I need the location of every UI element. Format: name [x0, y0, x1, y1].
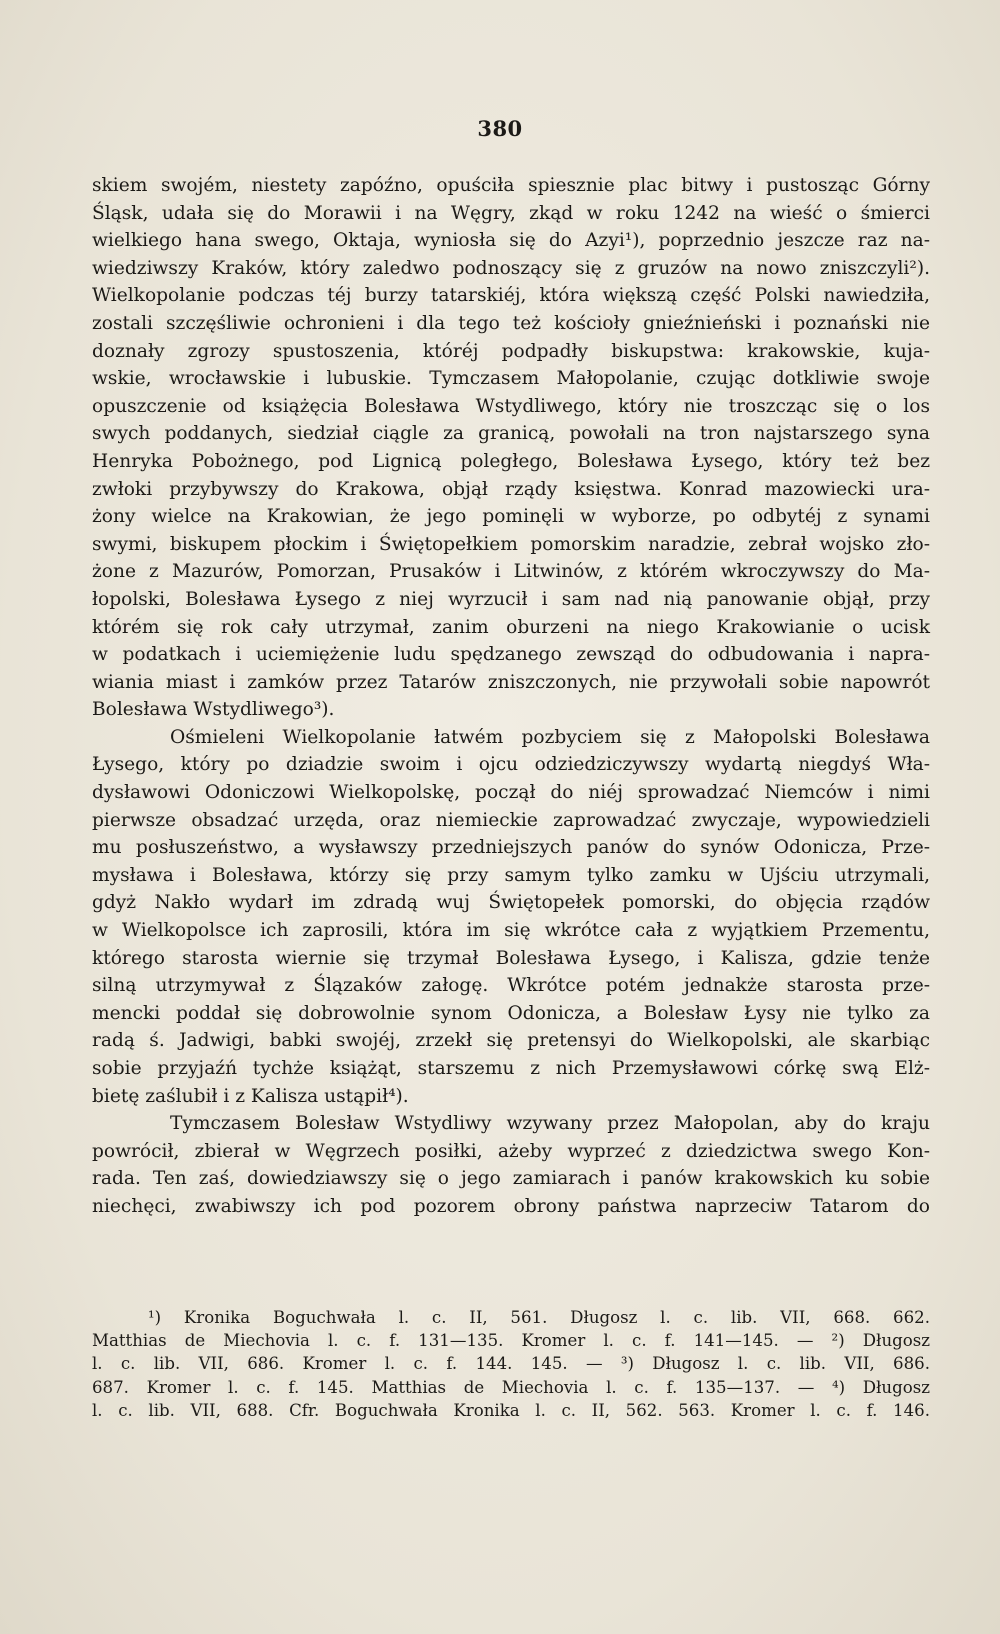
text-line: pierwsze obsadzać urzęda, oraz niemieckie zaprowadzać zwyczaje, wypowiedzieli: [92, 809, 930, 831]
text-line: doznały zgrozy spustoszenia, któréj podpadły biskupstwa: krakowskie, kuja-: [92, 340, 930, 362]
text-line: swymi, biskupem płockim i Świętopełkiem pomorskim naradzie, zebrał wojsko zło-: [92, 533, 930, 555]
text-line: żone z Mazurów, Pomorzan, Prusaków i Litwinów, z którém wkroczywszy do Ma-: [92, 561, 930, 583]
text-line: mu posłuszeństwo, a wysławszy przedniejszych panów do synów Odonicza, Prze-: [92, 837, 930, 859]
text-line: w podatkach i uciemiężenie ludu spędzanego zewsząd do odbudowania i napra-: [92, 644, 930, 666]
text-line: którém się rok cały utrzymał, zanim oburzeni na niego Krakowianie o ucisk: [92, 616, 930, 638]
text-line: Wielkopolanie podczas téj burzy tatarskiéj, która większą część Polski nawiedziła,: [92, 285, 930, 307]
text-line: mysława i Bolesława, którzy się przy samym tylko zamku w Ujściu utrzymali,: [92, 864, 930, 886]
text-line: Łysego, który po dziadzie swoim i ojcu odziedziczywszy wydartą niegdyś Wła-: [92, 754, 930, 776]
text-line: dysławowi Odoniczowi Wielkopolskę, począł do niéj sprowadzać Niemców i nimi: [92, 782, 930, 804]
text-line: zwłoki przybywszy do Krakowa, objął rządy księstwa. Konrad mazowiecki ura-: [92, 478, 930, 500]
footnote-line: l. c. lib. VII, 688. Cfr. Boguchwała Kronika l. c. II, 562. 563. Kromer l. c. f. 146.: [92, 1400, 930, 1420]
text-line: skiem swojém, niestety zapóźno, opuściła spiesznie plac bitwy i pustosząc Górny: [92, 175, 930, 196]
text-line: zostali szczęśliwie ochronieni i dla tego też kościoły gnieźnieński i poznański nie: [92, 312, 930, 334]
text-line: wskie, wrocławskie i lubuskie. Tymczasem Małopolanie, czując dotkliwie swoje: [92, 368, 930, 390]
text-line: łopolski, Bolesława Łysego z niej wyrzucił i sam nad nią panowanie objął, przy: [92, 588, 930, 610]
text-line: niechęci, zwabiwszy ich pod pozorem obrony państwa naprzeciw Tatarom do: [92, 1195, 930, 1217]
text-line: silną utrzymywał z Ślązaków załogę. Wkrótce potém jednakże starosta prze-: [92, 975, 930, 997]
paragraph-start-line: Tymczasem Bolesław Wstydliwy wzywany przez Małopolan, aby do kraju: [170, 1113, 930, 1135]
text-line: wiania miast i zamków przez Tatarów zniszczonych, nie przywołali sobie napowrót: [92, 671, 930, 693]
footnote-line: l. c. lib. VII, 686. Kromer l. c. f. 144. 145. — ³) Długosz l. c. lib. VII, 686.: [92, 1354, 930, 1374]
text-line: mencki poddał się dobrowolnie synom Odonicza, a Bolesław Łysy nie tylko za: [92, 1002, 930, 1024]
text-line: gdyż Nakło wydarł im zdradą wuj Świętopełek pomorski, do objęcia rządów: [92, 892, 930, 914]
text-line: swych poddanych, siedział ciągle za granicą, powołali na tron najstarszego syna: [92, 423, 930, 445]
footnotes: [92, 1306, 930, 1422]
text-line: wielkiego hana swego, Oktaja, wyniosła się do Azyi¹), poprzednio jeszcze raz na-: [92, 230, 930, 252]
footnote-line: 687. Kromer l. c. f. 145. Matthias de Miechovia l. c. f. 135—137. — ⁴) Długosz: [92, 1377, 930, 1397]
paragraph-end-line: bietę zaślubił i z Kalisza ustąpił⁴).: [92, 1085, 409, 1107]
page-number: 380: [477, 116, 523, 141]
text-line: opuszczenie od książęcia Bolesława Wstydliwego, który nie troszcząc się o los: [92, 395, 930, 417]
footnote-line: Matthias de Miechovia l. c. f. 131—135. Kromer l. c. f. 141—145. — ²) Długosz: [92, 1331, 930, 1351]
text-line: rada. Ten zaś, dowiedziawszy się o jego zamiarach i panów krakowskich ku sobie: [92, 1168, 930, 1190]
text-line: w Wielkopolsce ich zaprosili, która im się wkrótce cała z wyjątkiem Przementu,: [92, 920, 930, 942]
text-line: którego starosta wiernie się trzymał Bolesława Łysego, i Kalisza, gdzie tenże: [92, 947, 930, 969]
text-line: Śląsk, udała się do Morawii i na Węgry, zkąd w roku 1242 na wieść o śmierci: [92, 202, 930, 224]
text-line: sobie przyjaźń tychże książąt, starszemu z nich Przemysławowi córkę swą Elż-: [92, 1058, 930, 1079]
footnote-line: ¹) Kronika Boguchwała l. c. II, 561. Długosz l. c. lib. VII, 668. 662.: [148, 1308, 930, 1327]
body-text: [92, 172, 930, 1221]
text-line: wiedziwszy Kraków, który zaledwo podnoszący się z gruzów na nowo zniszczyli²).: [92, 257, 930, 279]
text-line: żony wielce na Krakowian, że jego pominęli w wyborze, po odbytéj z synami: [92, 506, 930, 528]
text-line: radą ś. Jadwigi, babki swojéj, zrzekł się pretensyi do Wielkopolski, ale skarbiąc: [92, 1030, 930, 1052]
paragraph-start-line: Ośmieleni Wielkopolanie łatwém pozbyciem się z Małopolski Bolesława: [170, 726, 930, 748]
paragraph-end-line: Bolesława Wstydliwego³).: [92, 699, 335, 721]
text-line: Henryka Pobożnego, pod Lignicą poległego, Bolesława Łysego, który też bez: [92, 450, 930, 472]
text-line: powrócił, zbierał w Węgrzech posiłki, ażeby wyprzeć z dziedzictwa swego Kon-: [92, 1140, 930, 1162]
